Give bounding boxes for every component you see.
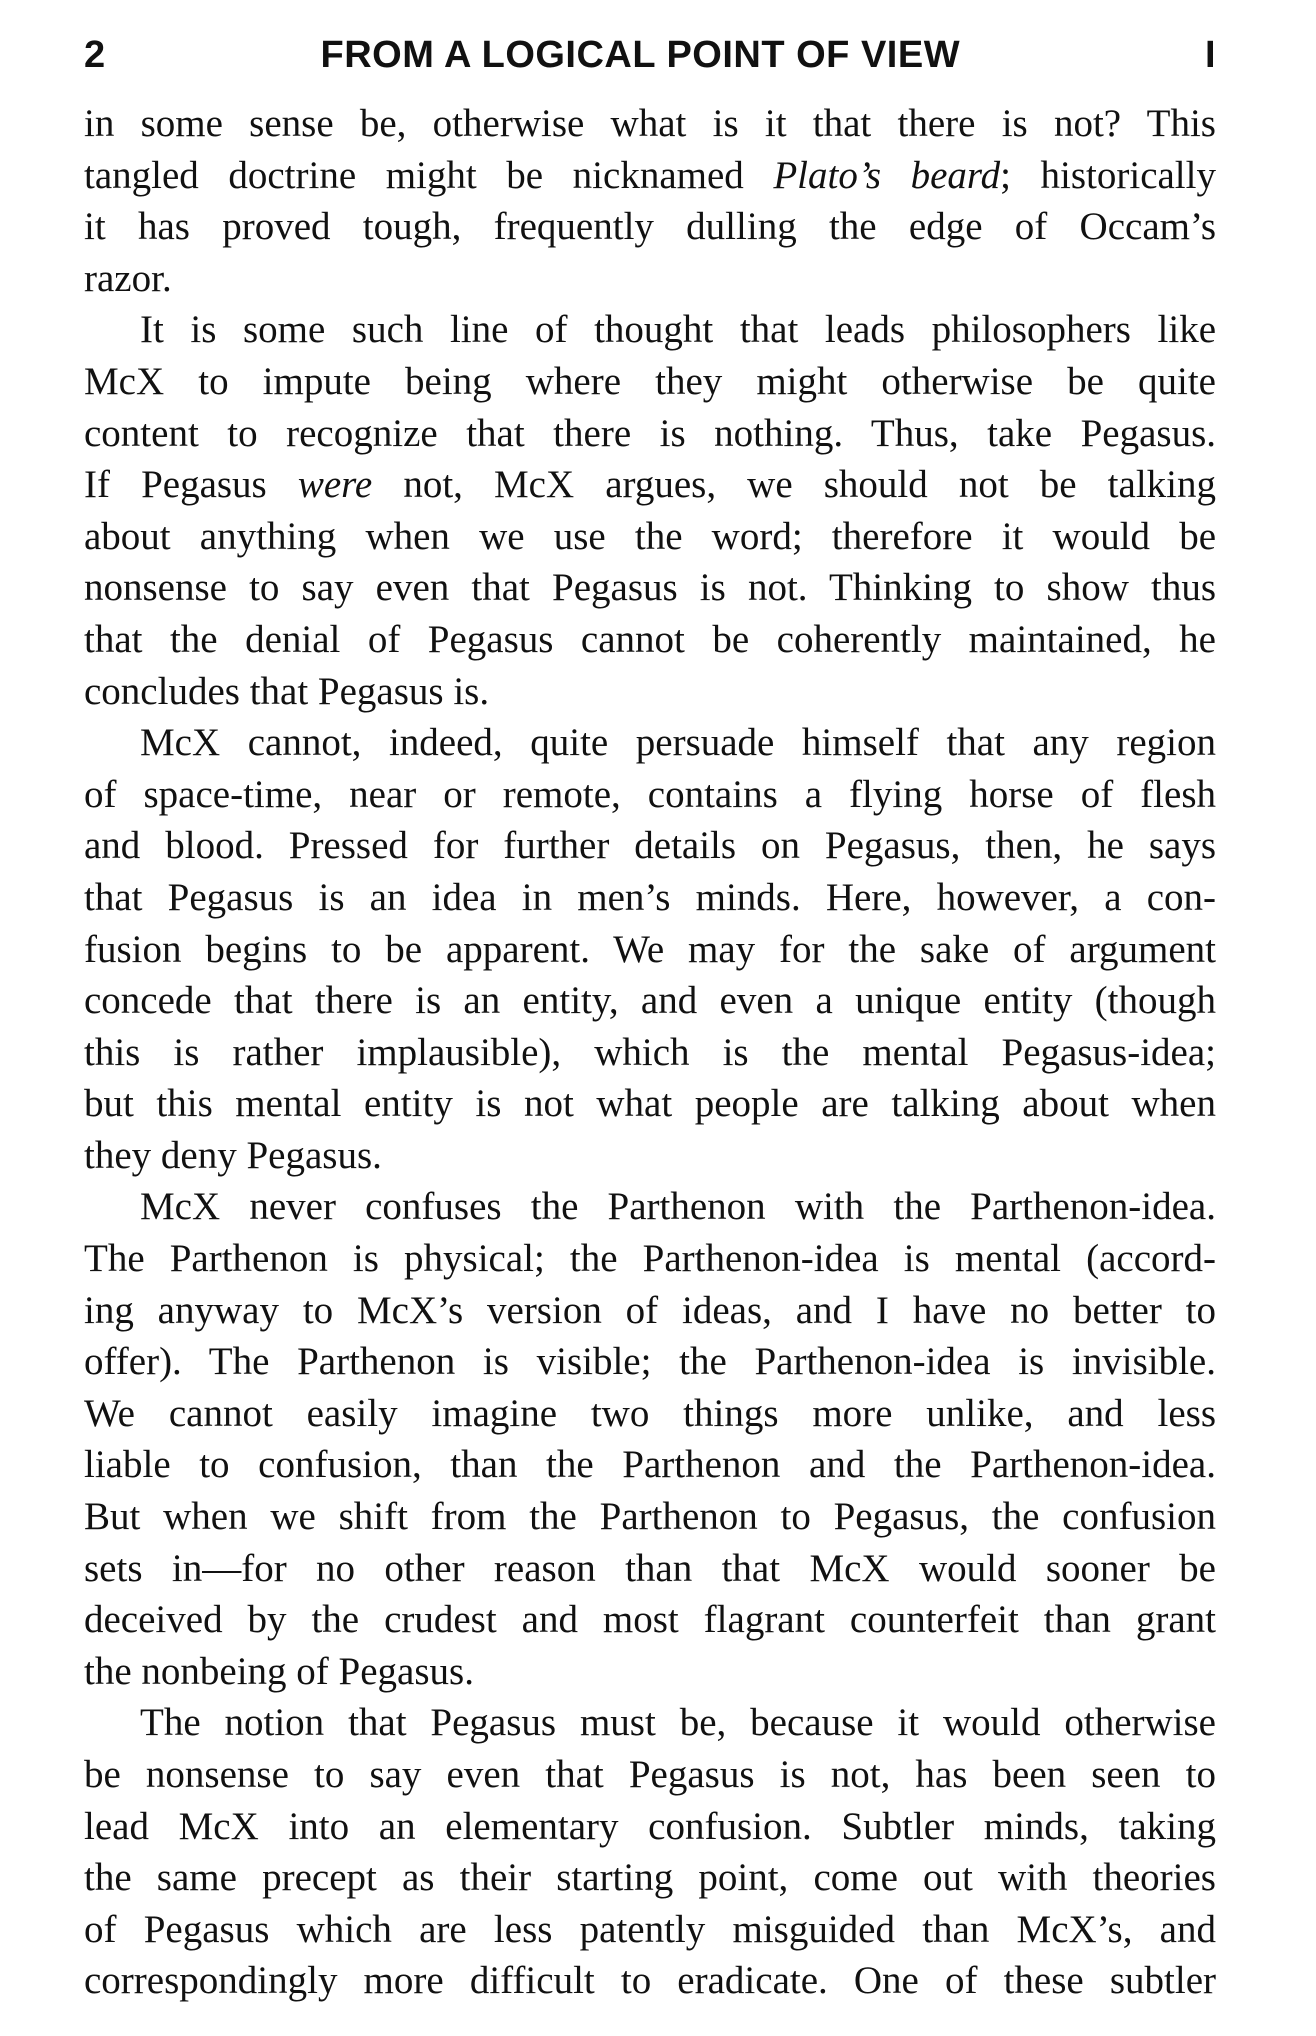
paragraph-4 <box>84 1181 1216 1697</box>
text-line: the nonbeing of Pegasus. <box>84 1649 474 1693</box>
text-line: in some sense be, otherwise what is it that there is not? This <box>84 102 1216 145</box>
paragraph-1 <box>84 98 1216 304</box>
text-line: ing anyway to McX’s version of ideas, and I have no better to <box>84 1288 1216 1332</box>
text-line: the same precept as their starting point, come out with theories <box>84 1856 1216 1900</box>
text-line: concede that there is an entity, and even a unique entity (though <box>84 979 1216 1023</box>
text-line: they deny Pegasus. <box>84 1133 382 1177</box>
paragraph-5 <box>84 1697 1216 2007</box>
text-line: liable to confusion, than the Parthenon and the Parthenon-idea. <box>84 1443 1216 1487</box>
text-line: McX cannot, indeed, quite persuade himself that any region <box>140 721 1216 765</box>
text-line: We cannot easily imagine two things more unlike, and less <box>84 1391 1216 1435</box>
text-line: McX to impute being where they might otherwise be quite <box>84 359 1216 403</box>
text-line: it has proved tough, frequently dulling the edge of Occam’s <box>84 205 1216 249</box>
text-line: of space-time, near or remote, contains a flying horse of flesh <box>84 772 1216 816</box>
text-line: nonsense to say even that Pegasus is not. Thinking to show thus <box>84 566 1216 610</box>
text-line: The Parthenon is physical; the Parthenon-idea is mental (accord- <box>84 1237 1216 1281</box>
text-line: this is rather implausible), which is the mental Pegasus-idea; <box>84 1030 1216 1074</box>
body-text <box>84 98 1216 2007</box>
text-line: But when we shift from the Parthenon to Pegasus, the confusion <box>84 1495 1216 1539</box>
text-line: correspondingly more difficult to eradicate. One of these subtler <box>84 1959 1216 2003</box>
text-line: McX never confuses the Parthenon with the Parthenon-idea. <box>140 1185 1216 1229</box>
text-line: about anything when we use the word; therefore it would be <box>84 514 1216 558</box>
running-title: FROM A LOGICAL POINT OF VIEW <box>320 34 961 76</box>
text-line: that the denial of Pegasus cannot be coherently maintained, he <box>84 617 1216 661</box>
text-line: fusion begins to be apparent. We may for the sake of argument <box>84 927 1216 971</box>
text-line: but this mental entity is not what people are talking about when <box>84 1082 1216 1126</box>
text-line: content to recognize that there is nothing. Thus, take Pegasus. <box>84 411 1216 455</box>
text-line: that Pegasus is an idea in men’s minds. Here, however, a con- <box>84 875 1216 919</box>
page-number: 2 <box>84 34 106 76</box>
text-line: It is some such line of thought that leads philosophers like <box>140 308 1216 352</box>
running-head <box>84 34 1216 94</box>
text-line: tangled doctrine might be nicknamed Plato’s beard; historically <box>84 153 1216 197</box>
text-line: be nonsense to say even that Pegasus is not, has been seen to <box>84 1753 1216 1796</box>
paragraph-3 <box>84 717 1216 1181</box>
text-line: sets in—for no other reason than that McX would sooner be <box>84 1546 1216 1590</box>
text-line: deceived by the crudest and most flagrant counterfeit than grant <box>84 1598 1216 1642</box>
text-line: The notion that Pegasus must be, because it would otherwise <box>140 1701 1216 1745</box>
paragraph-2 <box>84 304 1216 717</box>
text-line: concludes that Pegasus is. <box>84 669 490 713</box>
text-line: razor. <box>84 256 172 300</box>
text-line: If Pegasus were not, McX argues, we should not be talking <box>84 463 1216 507</box>
text-line: of Pegasus which are less patently misguided than McX’s, and <box>84 1907 1216 1951</box>
text-line: and blood. Pressed for further details on Pegasus, then, he says <box>84 824 1216 868</box>
text-line: lead McX into an elementary confusion. Subtler minds, taking <box>84 1804 1216 1848</box>
text-line: offer). The Parthenon is visible; the Parthenon-idea is invisible. <box>84 1340 1216 1384</box>
chapter-number: I <box>1204 34 1216 76</box>
